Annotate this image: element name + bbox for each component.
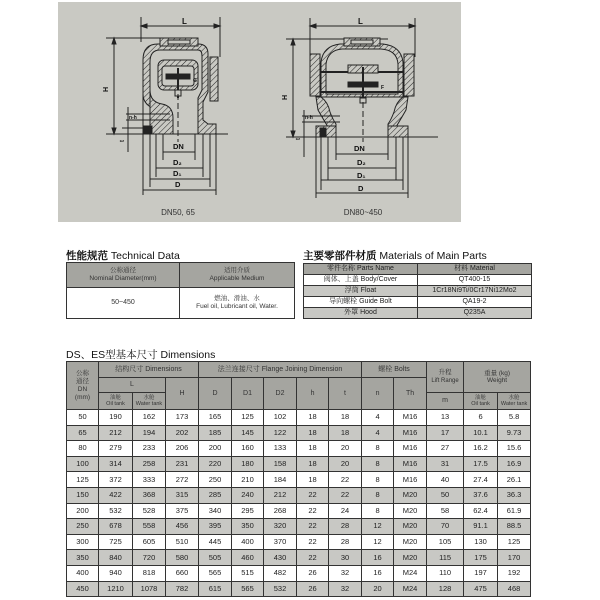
cell-d: 340: [199, 503, 232, 519]
cell-n: 20: [362, 581, 394, 597]
materials-title: [303, 248, 487, 263]
cell-weight-water: 61.9: [498, 503, 531, 519]
cell-h: 18: [297, 456, 329, 472]
cell-t: 28: [329, 534, 362, 550]
applicable-medium-value: 燃油、滑油、水 Fuel oil, Lubricant oil, Water.: [180, 288, 295, 319]
cell-th: M16: [394, 441, 427, 457]
cell-n: 4: [362, 410, 394, 426]
svg-text:t: t: [296, 138, 302, 140]
cell-weight-oil: 27.4: [464, 472, 498, 488]
cell-lift: 13: [427, 410, 464, 426]
svg-text:D₂: D₂: [173, 158, 182, 167]
part-name: 浮筒 Float: [304, 286, 418, 297]
cell-dn: 450: [67, 581, 99, 597]
cell-d2: 133: [264, 441, 297, 457]
cell-h: 26: [297, 565, 329, 581]
left-valve-drawing: [106, 17, 228, 195]
dimensions-row: [67, 519, 531, 535]
cell-weight-water: 16.9: [498, 456, 531, 472]
cell-weight-water: 192: [498, 565, 531, 581]
cell-l-water: 1078: [133, 581, 166, 597]
cell-lift: 17: [427, 425, 464, 441]
svg-text:L: L: [182, 17, 187, 26]
dimensions-row: [67, 456, 531, 472]
dimensions-title: DS、ES型基本尺寸 Dimensions: [66, 349, 216, 361]
materials-title-cn: 主要零部件材质: [303, 250, 377, 262]
L-water-tank-header: 水舱 Water tank: [133, 393, 166, 410]
cell-l-water: 194: [133, 425, 166, 441]
cell-l-water: 720: [133, 550, 166, 566]
svg-text:DN: DN: [173, 142, 184, 151]
Th-header: Th: [394, 378, 427, 410]
cell-th: M16: [394, 456, 427, 472]
cell-d1: 350: [232, 519, 264, 535]
cell-l-water: 368: [133, 487, 166, 503]
cell-l-oil: 279: [99, 441, 133, 457]
cell-d1: 240: [232, 487, 264, 503]
cell-h: 18: [297, 410, 329, 426]
cell-l-water: 558: [133, 519, 166, 535]
cell-weight-water: 170: [498, 550, 531, 566]
cell-d2: 184: [264, 472, 297, 488]
svg-text:D: D: [358, 184, 364, 193]
cell-t: 32: [329, 581, 362, 597]
cell-lift: 40: [427, 472, 464, 488]
cell-h: 22: [297, 519, 329, 535]
cell-th: M20: [394, 534, 427, 550]
svg-text:DN: DN: [354, 144, 365, 153]
cell-d: 395: [199, 519, 232, 535]
weight-oil-tank-header: 油舱 Oil tank: [464, 393, 498, 410]
right-drawing-caption: DN80~450: [343, 208, 383, 217]
cell-n: 12: [362, 534, 394, 550]
cell-dn: 125: [67, 472, 99, 488]
cell-d1: 210: [232, 472, 264, 488]
materials-title-en: Materials of Main Parts: [379, 250, 487, 262]
D-header: D: [199, 378, 232, 410]
part-name: 外罩 Hood: [304, 308, 418, 319]
cell-l-oil: 422: [99, 487, 133, 503]
cell-lift: 58: [427, 503, 464, 519]
cell-l-oil: 212: [99, 425, 133, 441]
cell-l-oil: 1210: [99, 581, 133, 597]
cell-h-height: 173: [166, 410, 199, 426]
cell-d1: 125: [232, 410, 264, 426]
cell-l-oil: 532: [99, 503, 133, 519]
cell-l-water: 818: [133, 565, 166, 581]
cell-d1: 515: [232, 565, 264, 581]
cell-l-oil: 840: [99, 550, 133, 566]
cell-h: 26: [297, 581, 329, 597]
cell-d1: 160: [232, 441, 264, 457]
cell-dn: 65: [67, 425, 99, 441]
cell-n: 8: [362, 441, 394, 457]
part-material: Q235A: [418, 308, 532, 319]
materials-row: [304, 308, 532, 319]
cell-weight-water: 88.5: [498, 519, 531, 535]
cell-n: 8: [362, 487, 394, 503]
cell-weight-oil: 17.5: [464, 456, 498, 472]
applicable-medium-header: 适用介质 Applicable Medium: [180, 263, 295, 288]
cell-weight-water: 26.1: [498, 472, 531, 488]
cell-d2: 532: [264, 581, 297, 597]
dn-header: 公称 通径 DN (mm): [67, 362, 99, 410]
cell-d1: 180: [232, 456, 264, 472]
flange-dimension-header: 法兰连接尺寸 Flange Joining Dimension: [199, 362, 362, 378]
technical-title-cn: 性能规范: [66, 250, 108, 262]
cell-lift: 105: [427, 534, 464, 550]
cell-lift: 31: [427, 456, 464, 472]
technical-data-row: [67, 288, 295, 319]
cell-d2: 212: [264, 487, 297, 503]
cell-h-height: 456: [166, 519, 199, 535]
cell-lift: 128: [427, 581, 464, 597]
cell-h: 22: [297, 487, 329, 503]
lift-range-header: 升程 Lift Range: [427, 362, 464, 393]
cell-n: 8: [362, 456, 394, 472]
parts-name-header: 零件名称 Parts Name: [304, 264, 418, 275]
cell-h-height: 510: [166, 534, 199, 550]
L-header: L: [99, 378, 166, 393]
dimensions-row: [67, 441, 531, 457]
cell-weight-water: 5.8: [498, 410, 531, 426]
dimensions-row: [67, 410, 531, 426]
technical-data-title: [66, 248, 180, 263]
cell-t: 18: [329, 410, 362, 426]
cell-lift: 27: [427, 441, 464, 457]
technical-title-en: Technical Data: [110, 250, 180, 262]
cell-th: M24: [394, 581, 427, 597]
dimensions-body: [67, 410, 531, 597]
cell-weight-oil: 91.1: [464, 519, 498, 535]
cell-l-oil: 372: [99, 472, 133, 488]
n-header: n: [362, 378, 394, 410]
cell-d: 200: [199, 441, 232, 457]
cell-l-water: 162: [133, 410, 166, 426]
cell-h-height: 782: [166, 581, 199, 597]
part-name: 导向螺栓 Guide Bolt: [304, 297, 418, 308]
cell-weight-water: 9.73: [498, 425, 531, 441]
dimensions-row: [67, 472, 531, 488]
materials-header-row: [304, 264, 532, 275]
h-header: h: [297, 378, 329, 410]
cell-dn: 400: [67, 565, 99, 581]
technical-data-table: [66, 262, 295, 319]
svg-text:F: F: [381, 85, 385, 91]
cell-d: 615: [199, 581, 232, 597]
cell-l-oil: 678: [99, 519, 133, 535]
cell-dn: 250: [67, 519, 99, 535]
cell-h-height: 580: [166, 550, 199, 566]
cell-weight-water: 15.6: [498, 441, 531, 457]
cell-h: 22: [297, 550, 329, 566]
cell-d2: 370: [264, 534, 297, 550]
cell-d1: 460: [232, 550, 264, 566]
cell-d: 445: [199, 534, 232, 550]
dimensions-row: [67, 550, 531, 566]
cell-d: 165: [199, 410, 232, 426]
cell-t: 28: [329, 519, 362, 535]
nominal-diameter-value: 50~450: [67, 288, 180, 319]
cell-l-oil: 314: [99, 456, 133, 472]
cell-n: 16: [362, 565, 394, 581]
dimensions-row: [67, 565, 531, 581]
cell-lift: 70: [427, 519, 464, 535]
svg-text:D: D: [175, 180, 181, 189]
cell-l-oil: 190: [99, 410, 133, 426]
cell-th: M16: [394, 472, 427, 488]
cell-d: 185: [199, 425, 232, 441]
cell-weight-oil: 62.4: [464, 503, 498, 519]
cell-d2: 102: [264, 410, 297, 426]
cell-d2: 268: [264, 503, 297, 519]
cell-weight-oil: 130: [464, 534, 498, 550]
cell-d1: 565: [232, 581, 264, 597]
cell-n: 12: [362, 519, 394, 535]
cell-t: 24: [329, 503, 362, 519]
cell-d2: 482: [264, 565, 297, 581]
cell-h: 18: [297, 472, 329, 488]
cell-d: 565: [199, 565, 232, 581]
svg-text:n-h: n-h: [129, 115, 137, 121]
cell-l-water: 258: [133, 456, 166, 472]
cell-h: 18: [297, 425, 329, 441]
svg-text:t: t: [120, 140, 126, 142]
cell-weight-oil: 475: [464, 581, 498, 597]
cell-weight-oil: 16.2: [464, 441, 498, 457]
cell-t: 22: [329, 472, 362, 488]
cell-dn: 350: [67, 550, 99, 566]
cell-th: M20: [394, 487, 427, 503]
cell-weight-water: 468: [498, 581, 531, 597]
cell-t: 32: [329, 565, 362, 581]
cell-lift: 50: [427, 487, 464, 503]
dimensions-row: [67, 487, 531, 503]
svg-text:G: G: [193, 78, 197, 84]
cell-t: 30: [329, 550, 362, 566]
left-drawing-caption: DN50, 65: [161, 208, 195, 217]
cell-h-height: 660: [166, 565, 199, 581]
cell-d2: 430: [264, 550, 297, 566]
cell-l-oil: 725: [99, 534, 133, 550]
materials-row: [304, 297, 532, 308]
cell-weight-water: 125: [498, 534, 531, 550]
part-name: 阀体、上盖 Body/Cover: [304, 275, 418, 286]
D2-header: D2: [264, 378, 297, 410]
cell-l-water: 528: [133, 503, 166, 519]
cell-h-height: 231: [166, 456, 199, 472]
cell-h-height: 375: [166, 503, 199, 519]
cell-d1: 145: [232, 425, 264, 441]
cell-t: 20: [329, 441, 362, 457]
cell-d: 250: [199, 472, 232, 488]
D1-header: D1: [232, 378, 264, 410]
cell-dn: 80: [67, 441, 99, 457]
cell-th: M24: [394, 565, 427, 581]
cell-dn: 100: [67, 456, 99, 472]
part-material: QT400-15: [418, 275, 532, 286]
cell-weight-water: 36.3: [498, 487, 531, 503]
cell-lift: 115: [427, 550, 464, 566]
svg-text:D₁: D₁: [357, 171, 366, 180]
cell-dn: 50: [67, 410, 99, 426]
t-header: t: [329, 378, 362, 410]
materials-table: [303, 263, 532, 319]
cell-weight-oil: 197: [464, 565, 498, 581]
cell-th: M16: [394, 410, 427, 426]
cell-h-height: 272: [166, 472, 199, 488]
cell-d: 285: [199, 487, 232, 503]
L-oil-tank-header: 油舱 Oil tank: [99, 393, 133, 410]
cell-weight-oil: 6: [464, 410, 498, 426]
dimensions-row: [67, 503, 531, 519]
cell-t: 20: [329, 456, 362, 472]
valve-drawings: [58, 2, 461, 222]
dimensions-row: [67, 534, 531, 550]
cell-n: 4: [362, 425, 394, 441]
materials-row: [304, 286, 532, 297]
dimensions-row: [67, 581, 531, 597]
cell-t: 22: [329, 487, 362, 503]
dimensions-header-row-1: [67, 362, 531, 378]
dimensions-row: [67, 425, 531, 441]
svg-text:n-h: n-h: [305, 115, 313, 121]
structure-dimensions-header: 结构尺寸 Dimensions: [99, 362, 199, 378]
cell-d1: 295: [232, 503, 264, 519]
cell-th: M16: [394, 425, 427, 441]
cell-lift: 110: [427, 565, 464, 581]
cell-n: 8: [362, 472, 394, 488]
bolts-header: 螺栓 Bolts: [362, 362, 427, 378]
dimensions-table: [66, 361, 531, 597]
diagram-panel: [58, 2, 461, 222]
material-header: 材料 Material: [418, 264, 532, 275]
cell-h: 22: [297, 534, 329, 550]
cell-weight-oil: 10.1: [464, 425, 498, 441]
cell-h-height: 202: [166, 425, 199, 441]
cell-l-water: 233: [133, 441, 166, 457]
cell-d1: 400: [232, 534, 264, 550]
technical-header-row: [67, 263, 295, 288]
cell-d2: 122: [264, 425, 297, 441]
cell-d2: 320: [264, 519, 297, 535]
cell-h: 22: [297, 503, 329, 519]
svg-text:D₁: D₁: [173, 169, 182, 178]
cell-n: 8: [362, 503, 394, 519]
cell-d: 220: [199, 456, 232, 472]
cell-n: 16: [362, 550, 394, 566]
svg-text:L: L: [358, 17, 363, 26]
cell-l-water: 333: [133, 472, 166, 488]
cell-th: M20: [394, 519, 427, 535]
cell-l-water: 605: [133, 534, 166, 550]
cell-dn: 150: [67, 487, 99, 503]
weight-header: 重量 (kg) Weight: [464, 362, 531, 393]
H-header: H: [166, 378, 199, 410]
cell-dn: 300: [67, 534, 99, 550]
cell-th: M20: [394, 503, 427, 519]
cell-dn: 200: [67, 503, 99, 519]
svg-text:H: H: [103, 86, 110, 92]
svg-text:H: H: [282, 94, 289, 100]
cell-d: 505: [199, 550, 232, 566]
cell-th: M20: [394, 550, 427, 566]
cell-d2: 158: [264, 456, 297, 472]
cell-h-height: 315: [166, 487, 199, 503]
part-material: QA19-2: [418, 297, 532, 308]
part-material: 1Cr18Ni9Ti/0Cr17Ni12Mo2: [418, 286, 532, 297]
nominal-diameter-header: 公称通径 Nominal Diameter(mm): [67, 263, 180, 288]
cell-weight-oil: 175: [464, 550, 498, 566]
cell-l-oil: 940: [99, 565, 133, 581]
cell-weight-oil: 37.6: [464, 487, 498, 503]
cell-h: 18: [297, 441, 329, 457]
cell-h-height: 206: [166, 441, 199, 457]
svg-text:D₂: D₂: [357, 158, 366, 167]
weight-water-tank-header: 水舱 Water tank: [498, 393, 531, 410]
materials-row: [304, 275, 532, 286]
cell-t: 18: [329, 425, 362, 441]
lift-unit-header: m: [427, 393, 464, 410]
